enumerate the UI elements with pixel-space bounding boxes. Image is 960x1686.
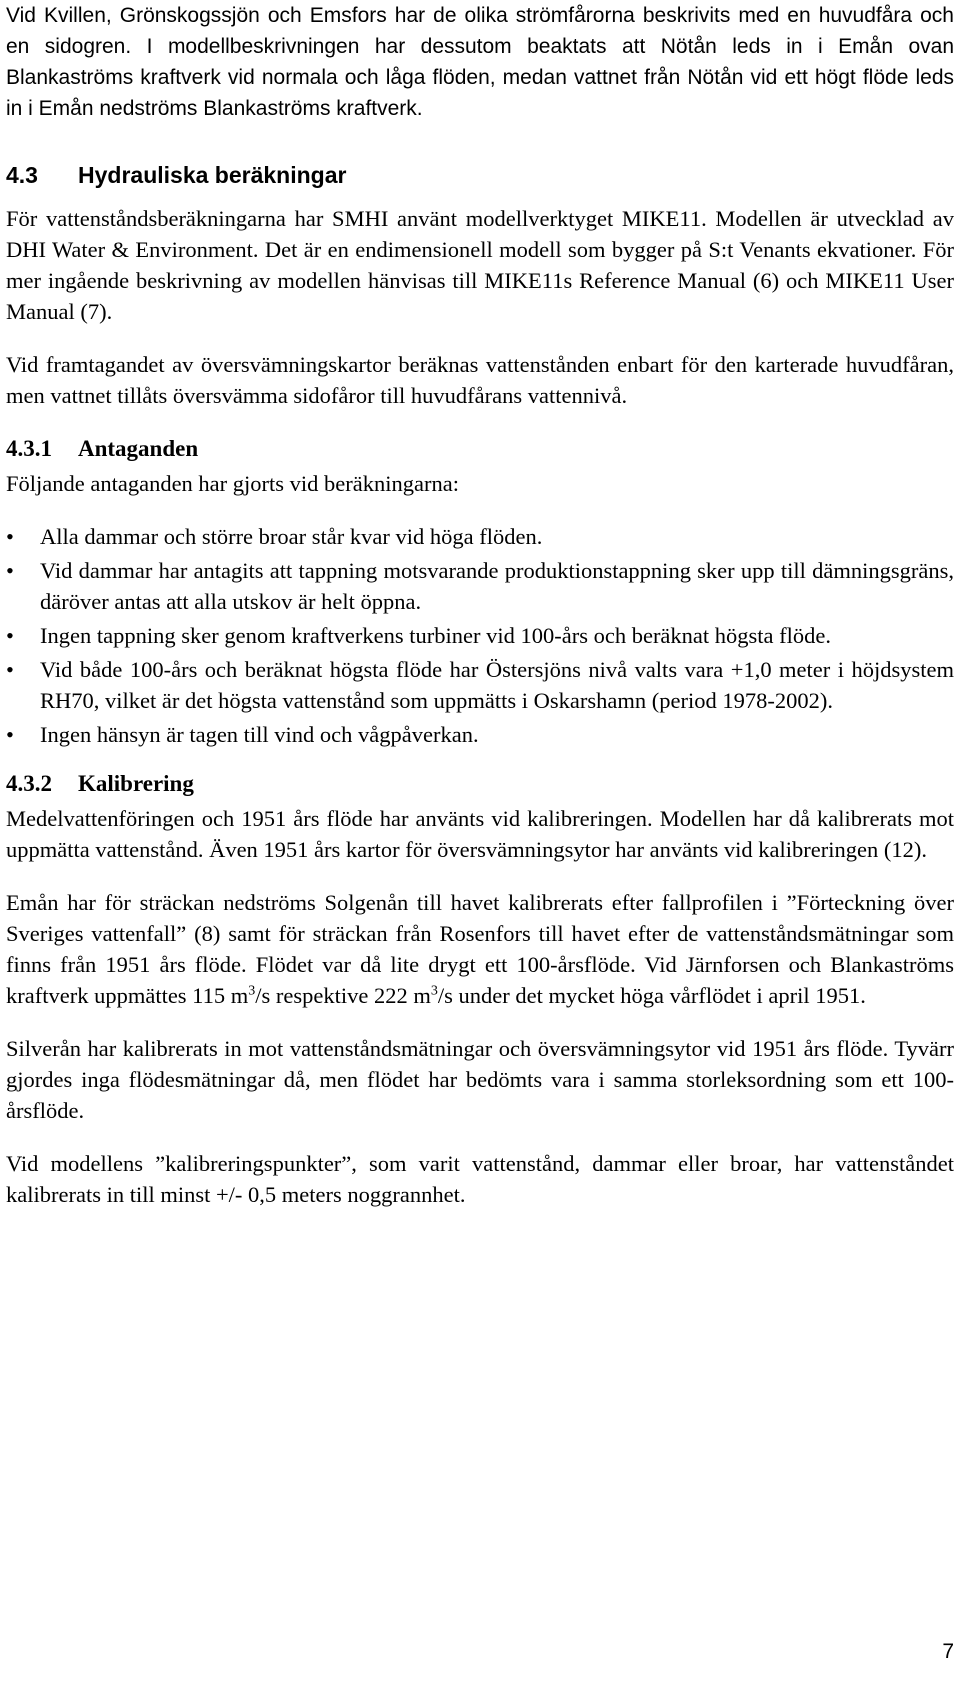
paragraph-2-part-a: Emån har för sträckan nedströms Solgenån till havet kalibrerats efter fallprofilen i ”Förteckning över Sveriges vattenfall” (8) samt för sträckan från Rosenfors till havet efter de vattenståndsmätningar som finns från 1951 års flöde. Flödet var då lite drygt ett 100-årsflöde. Vid Järnforsen och Blankaströms kraftverk uppmättes 115 m [6,890,954,1008]
section-4-3-2-title: Kalibrering [78,771,194,796]
bullet-icon: • [6,524,14,549]
bullet-icon: • [6,623,14,648]
document-page [6,0,954,1210]
bullet-icon: • [6,722,14,747]
section-4-3-2-paragraph-3: Silverån har kalibrerats in mot vattenståndsmätningar och översvämningsytor vid 1951 års flöde. Tyvärr gjordes inga flödesmätningar då, men flödet har bedömts vara i samma storleksordning som ett 100-årsflöde. [6,1036,954,1123]
section-4-3-title: Hydrauliska beräkningar [78,162,347,188]
list-item [6,719,954,750]
list-item-text: Alla dammar och större broar står kvar vid höga flöden. [40,524,543,549]
paragraph-2-part-b: /s respektive 222 m [255,983,431,1008]
section-4-3-2-heading [6,768,954,799]
list-item-text: Vid både 100-års och beräknat högsta flöde har Östersjöns nivå valts vara +1,0 meter i höjdsystem RH70, vilket är det högsta vattenstånd som uppmätts i Oskarshamn (period 1978-2002). [40,657,954,713]
section-4-3-number: 4.3 [6,162,38,188]
section-4-3-1-title: Antaganden [78,436,199,461]
list-item [6,654,954,716]
section-4-3-2-number: 4.3.2 [6,771,52,796]
assumptions-list [6,521,954,750]
list-item [6,620,954,651]
bullet-icon: • [6,558,14,583]
bullet-icon: • [6,657,14,682]
section-4-3-paragraph-2: Vid framtagandet av översvämningskartor beräknas vattenstånden enbart för den karterade huvudfåran, men vattnet tillåts översvämma sidofåror till huvudfårans vattennivå. [6,352,954,408]
section-4-3-paragraph-1: För vattenståndsberäkningarna har SMHI använt modellverktyget MIKE11. Modellen är utvecklad av DHI Water & Environment. Det är en endimensionell modell som bygger på S:t Venants ekvationer. För mer ingående beskrivning av modellen hänvisas till MIKE11s Reference Manual (6) och MIKE11 User Manual (7). [6,206,954,324]
section-4-3-1-lead: Följande antaganden har gjorts vid beräkningarna: [6,471,459,496]
intro-paragraph: Vid Kvillen, Grönskogssjön och Emsfors har de olika strömfårorna beskrivits med en huvudfåra och en sidogren. I modellbeskrivningen har dessutom beaktats att Nötån leds in i Emån ovan Blankaströms kraftverk vid normala och låga flöden, medan vattnet från Nötån vid ett högt flöde leds in i Emån nedströms Blankaströms kraftverk. [6,4,954,120]
list-item-text: Ingen hänsyn är tagen till vind och vågpåverkan. [40,722,479,747]
list-item-text: Ingen tappning sker genom kraftverkens turbiner vid 100-års och beräknat högsta flöde. [40,623,832,648]
section-4-3-1-number: 4.3.1 [6,436,52,461]
superscript-cubic-1: 3 [248,983,256,999]
list-item [6,555,954,617]
section-4-3-1-heading [6,433,954,464]
list-item [6,521,954,552]
list-item-text: Vid dammar har antagits att tappning motsvarande produktionstappning sker upp till dämningsgräns, däröver antas att alla utskov är helt öppna. [40,558,954,614]
section-4-3-2-paragraph-4: Vid modellens ”kalibreringspunkter”, som varit vattenstånd, dammar eller broar, har vattenståndet kalibrerats in till minst +/- 0,5 meters noggrannhet. [6,1151,954,1207]
superscript-cubic-2: 3 [430,983,438,999]
section-4-3-2-paragraph-1: Medelvattenföringen och 1951 års flöde har använts vid kalibreringen. Modellen har då kalibrerats mot uppmätta vattenstånd. Även 1951 års kartor för översvämningsytor har använts vid kalibreringen (12). [6,806,954,862]
section-4-3-2-paragraph-2 [6,887,954,1011]
paragraph-2-part-c: /s under det mycket höga vårflödet i april 1951. [437,983,866,1008]
section-4-3-heading [6,160,954,191]
page-number: 7 [942,1640,954,1663]
